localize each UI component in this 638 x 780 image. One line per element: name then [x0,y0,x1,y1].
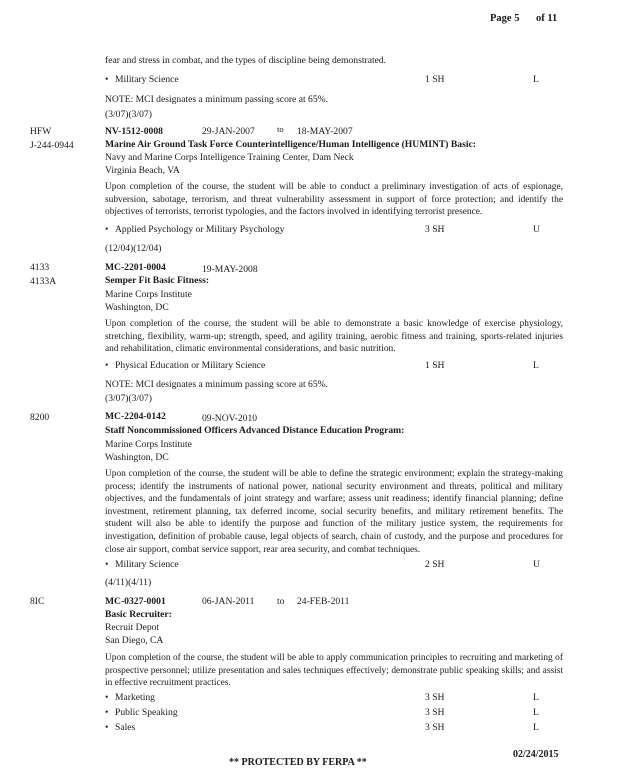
subject-name: • Physical Education or Military Science [115,360,265,371]
start-date: 09-NOV-2010 [202,413,258,424]
subject-name: • Sales [115,722,135,733]
continuation-text: fear and stress in combat, and the types of discipline being demonstrated. [105,55,387,66]
subject-level: U [533,224,540,235]
subject-credit: 3 SH [425,224,445,235]
subject-name: • Public Speaking [115,707,178,718]
course-title: Basic Recruiter: [105,609,172,620]
course-description: Upon completion of the course, the student will be able to conduct a preliminary investigation of acts of espionage, subversion, sabotage, terrorism, and threat vulnerability assessment in support of force protection; and identify the objectives of terrorists, terrorist typologies, and the factors involved in identifying terrorist presence. [105,182,563,218]
date-to: to [277,596,285,607]
subject-name: • Applied Psychology or Military Psychology [115,224,284,235]
course-code: 4133A [30,276,57,287]
course-code: 8IC [30,596,45,607]
score-note: NOTE: MCI designates a minimum passing score at 65%. [105,94,329,105]
course-location: San Diego, CA [105,635,164,646]
print-date: 02/24/2015 [513,749,559,760]
course-code: J-244-0944 [30,140,74,151]
subject-credit: 3 SH [425,722,445,733]
course-location: Marine Corps Institute [105,439,192,450]
course-code: HFW [30,126,52,137]
course-id: MC-2204-0142 [105,411,166,422]
start-date: 06-JAN-2011 [202,596,255,607]
subject-name: • Military Science [115,74,179,85]
subject-name: • Marketing [115,692,155,703]
subject-level: L [533,707,539,718]
subject-level: L [533,692,539,703]
course-id: MC-0327-0001 [105,596,166,607]
course-location: Virginia Beach, VA [105,165,180,176]
end-date: 18-MAY-2007 [297,126,353,137]
course-code: 8200 [30,412,50,423]
subject-credit: 3 SH [425,707,445,718]
course-dates: (3/07)(3/07) [105,109,152,120]
ferpa-notice: ** PROTECTED BY FERPA ** [229,757,367,768]
course-description: Upon completion of the course, the student will be able to demonstrate a basic knowledge of exercise physiology, stretching, flexibility, warm-up; strength, speed, and agility training, aerobic fitness and training, sports-related injuries and rehabilitation, climatic environmental considerations, and basic nutrition. [105,319,563,355]
subject-name: • Military Science [115,559,179,570]
page-number: Page 5 [490,13,520,24]
page-total: of 11 [536,13,558,24]
course-location: Washington, DC [105,302,169,313]
course-dates: (3/07)(3/07) [105,393,152,404]
course-location: Recruit Depot [105,622,160,633]
end-date: 24-FEB-2011 [297,596,350,607]
course-description: Upon completion of the course, the student will be able to apply communication principles to recruiting and marketing of prospective personnel; utilize presentation and sales techniques effectively; demonstrate public speaking skills; and assist in effective recruitment practices. [105,653,563,689]
start-date: 29-JAN-2007 [202,126,255,137]
course-title: Staff Noncommissioned Officers Advanced Distance Education Program: [105,425,405,436]
subject-credit: 2 SH [425,559,445,570]
subject-level: U [533,559,540,570]
course-id: NV-1512-0008 [105,126,163,137]
course-dates: (4/11)(4/11) [105,577,152,588]
course-location: Washington, DC [105,452,169,463]
subject-credit: 1 SH [425,360,445,371]
course-id: MC-2201-0004 [105,262,166,273]
course-title: Marine Air Ground Task Force Counterintelligence/Human Intelligence (HUMINT) Basic: [105,139,476,150]
subject-credit: 1 SH [425,74,445,85]
score-note: NOTE: MCI designates a minimum passing score at 65%. [105,379,329,390]
date-to: to [277,124,284,134]
subject-level: L [533,360,539,371]
subject-level: L [533,722,539,733]
course-code: 4133 [30,262,50,273]
course-location: Marine Corps Institute [105,289,192,300]
course-dates: (12/04)(12/04) [105,243,162,254]
subject-credit: 3 SH [425,692,445,703]
course-location: Navy and Marine Corps Intelligence Training Center, Dam Neck [105,152,354,163]
course-title: Semper Fit Basic Fitness: [105,275,210,286]
start-date: 19-MAY-2008 [202,264,258,275]
course-description: Upon completion of the course, the student will be able to define the strategic environment; explain the strategy-making process; identify the instruments of national power, national security environment and threats, political and military objectives, and the fundamentals of joint strategy and warfare; assess unit readiness; identify financial planning; define investment, retirement planning, tax deferred income, social security benefits, and military retirement benefits. The student will also be able to identify the purpose and function of the military justice system, the requirements for investigation, definition of probable cause, legal objects of search, chain of custody, and the purpose and procedures for close air support, combat service support, rear area security, and combat techniques. [105,469,563,555]
subject-level: L [533,74,539,85]
